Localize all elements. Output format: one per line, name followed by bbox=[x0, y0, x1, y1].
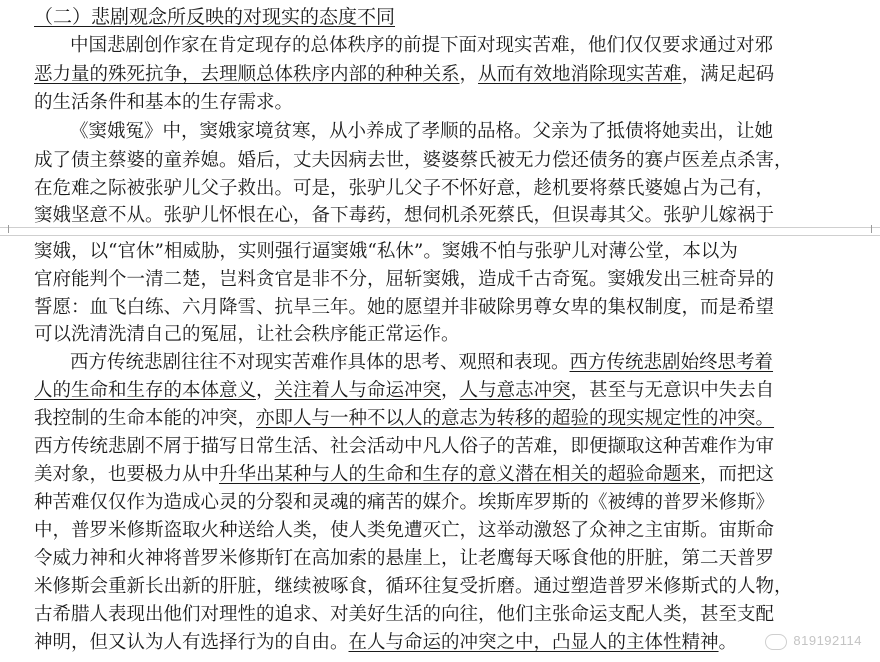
paragraph-2-line-3: 在危难之际被张驴儿父子救出。可是，张驴儿父子不怀好意，趁机要将蔡氏婆媳占为己有， bbox=[34, 178, 775, 199]
paragraph-3-line-4: 西方传统悲剧不屑于描写日常生活、社会活动中凡人俗子的苦难，即便撷取这种苦难作为审 bbox=[34, 436, 775, 457]
paragraph-3-line-10: 古希腊人表现出他们对理性的追求、对美好生活的向往，他们主张命运支配人类，甚至支配 bbox=[34, 604, 775, 625]
paragraph-3-line-11: 神明，但又认为人有选择行为的自由。在人与命运的冲突之中，凸显人的主体性精神。 bbox=[34, 632, 738, 653]
section-heading: （二）悲剧观念所反映的对现实的态度不同 bbox=[34, 6, 396, 28]
paragraph-2-line-5: 窦娥，以“官休”相威胁，实则强行逼窦娥“私休”。窦娥不怕与张驴儿对薄公堂，本以为 bbox=[34, 241, 738, 262]
paragraph-2-line-8: 可以洗清洗清自己的冤屈，让社会秩序能正常运作。 bbox=[34, 324, 460, 345]
paragraph-3-line-6: 种苦难仅仅作为造成心灵的分裂和灵魂的痛苦的媒介。埃斯库罗斯的《被缚的普罗米修斯》 bbox=[34, 492, 775, 513]
page-corner-mark bbox=[871, 225, 880, 233]
watermark-logo-icon bbox=[765, 634, 787, 650]
page-break-line bbox=[0, 235, 880, 236]
paragraph-3-line-2: 人的生命和生存的本体意义，关注着人与命运冲突，人与意志冲突，甚至与无意识中失去自 bbox=[34, 380, 775, 401]
page-break-marker bbox=[0, 225, 880, 239]
paragraph-2-line-4: 窦娥坚意不从。张驴儿怀恨在心，备下毒药，想伺机杀死蔡氏，但误毒其父。张驴儿嫁祸于 bbox=[34, 205, 775, 226]
page-corner-mark bbox=[0, 225, 9, 233]
paragraph-3-line-8: 令威力神和火神将普罗米修斯钉在高加索的悬崖上，让老鹰每天啄食他的肝脏，第二天普罗 bbox=[34, 548, 775, 569]
page-break-line bbox=[0, 227, 880, 228]
paragraph-2-line-1: 《窦娥冤》中，窦娥家境贫寒，从小养成了孝顺的品格。父亲为了抵债将她卖出，让她 bbox=[70, 121, 774, 142]
paragraph-3-line-9: 米修斯会重新长出新的肝脏，继续被啄食，循环往复受折磨。通过塑造普罗米修斯式的人物， bbox=[34, 576, 793, 597]
paragraph-3-line-5: 美对象，也要极力从中升华出某种与人的生命和生存的意义潜在相关的超验命题来，而把这 bbox=[34, 464, 775, 485]
paragraph-2-line-7: 誓愿：血飞白练、六月降雪、抗旱三年。她的愿望并非破除男尊女卑的集权制度，而是希望 bbox=[34, 297, 775, 318]
paragraph-2-line-2: 成了债主蔡婆的童养媳。婚后，丈夫因病去世，婆婆蔡氏被无力偿还债务的赛卢医差点杀害， bbox=[34, 150, 793, 171]
paragraph-3-line-7: 中，普罗米修斯盗取火种送给人类，使人类免遭灭亡，这举动激怒了众神之主宙斯。宙斯命 bbox=[34, 520, 775, 541]
paragraph-1-line-1: 中国悲剧创作家在肯定现存的总体秩序的前提下面对现实苦难，他们仅仅要求通过对邪 bbox=[70, 35, 774, 56]
paragraph-3-line-3: 我控制的生命本能的冲突，亦即人与一种不以人的意志为转移的超验的现实规定性的冲突。 bbox=[34, 408, 775, 429]
paragraph-1-line-2: 恶力量的殊死抗争，去理顺总体秩序内部的种种关系，从而有效地消除现实苦难，满足起码 bbox=[34, 64, 775, 85]
paragraph-1-line-3: 的生活条件和基本的生存需求。 bbox=[34, 92, 294, 113]
paragraph-2-line-6: 官府能判个一清二楚，岂料贪官是非不分，屈斩窦娥，造成千古奇冤。窦娥发出三桩奇异的 bbox=[34, 269, 775, 290]
watermark: 819192114 bbox=[765, 633, 862, 650]
paragraph-3-line-1: 西方传统悲剧往往不对现实苦难作具体的思考、观照和表现。西方传统悲剧始终思考着 bbox=[70, 352, 774, 373]
